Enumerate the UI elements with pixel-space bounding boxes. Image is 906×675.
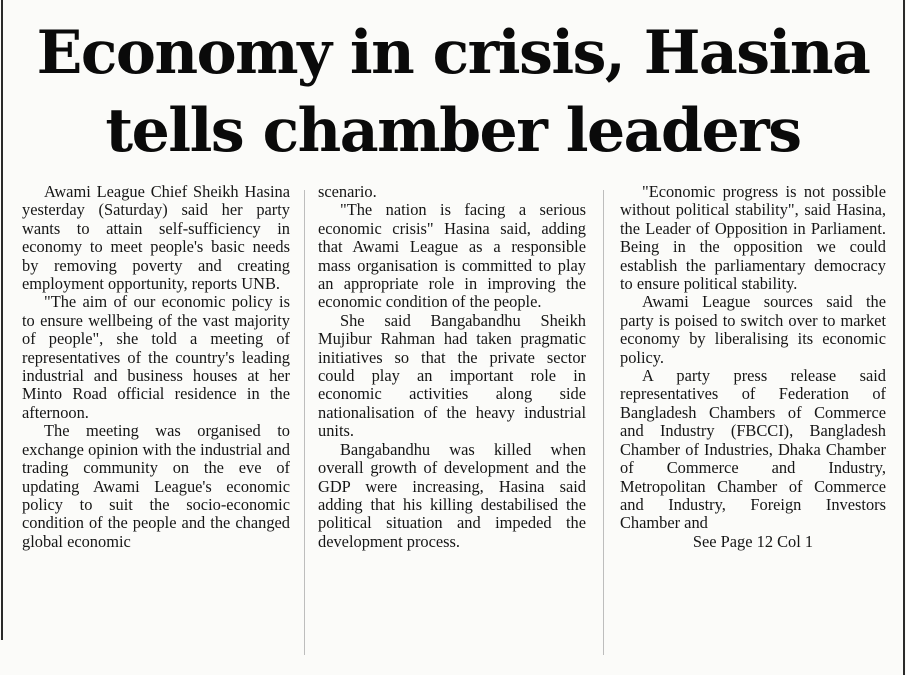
paragraph: Awami League sources said the party is poised to switch over to market economy by liberalising its economic policy. xyxy=(620,292,886,367)
paragraph: She said Bangabandhu Sheikh Mujibur Rahman had taken pragmatic initiatives so that the private sector could play an important role in economic activities along side nationalisation of the heavy industrial units. xyxy=(318,310,586,441)
paragraph: "The aim of our economic policy is to ensure wellbeing of the vast majority of people", she told a meeting of representatives of the country's leading industrial and business houses at her Minto Road official residence in the afternoon. xyxy=(22,292,290,422)
article-column-2 xyxy=(318,183,586,551)
article-column-1 xyxy=(22,183,290,551)
paragraph: Bangabandhu was killed when overall growth of development and the GDP were increasing, Hasina said adding that his killing destabilised the political situation and impeded the development process. xyxy=(318,439,586,551)
headline-line-2: tells chamber leaders xyxy=(105,96,801,166)
headline-line-1: Economy in crisis, Hasina xyxy=(36,18,870,88)
headline xyxy=(0,14,906,170)
column-divider xyxy=(603,190,604,655)
column-divider xyxy=(304,190,305,655)
paragraph: "The nation is facing a serious economic crisis" Hasina said, adding that Awami League as a responsible mass organisation is committed to play an appropriate role in improving the economic condition of the people. xyxy=(318,200,586,312)
paragraph: "Economic progress is not possible without political stability", said Hasina, the Leader of Opposition in Parliament. Being in the opposition we could establish the parliamentary democracy to ensure political stability. xyxy=(620,182,886,294)
paragraph: The meeting was organised to exchange opinion with the industrial and trading community on the eve of updating Awami League's economic policy to suit the socio-economic condition of the people and the changed global economic xyxy=(22,421,290,551)
article-column-3 xyxy=(620,183,886,551)
paragraph: Awami League Chief Sheikh Hasina yesterday (Saturday) said her party wants to attain self-sufficiency in economy to meet people's basic needs by removing poverty and creating employment opportunity, reports UNB. xyxy=(22,182,290,294)
paragraph: scenario. xyxy=(318,182,377,201)
continuation-jump-line: See Page 12 Col 1 xyxy=(692,531,814,551)
paragraph: A party press release said representatives of Federation of Bangladesh Chambers of Commerce and Industry (FBCCI), Bangladesh Chamber of Industries, Dhaka Chamber of Commerce and Industry, Metropolitan Chamber of Commerce and Industry, Foreign Investors Chamber and xyxy=(620,366,886,533)
